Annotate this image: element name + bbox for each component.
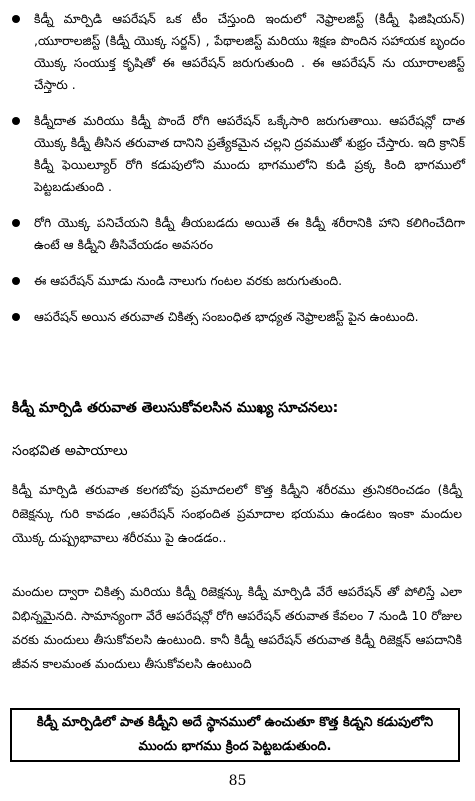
bullet-icon [12,277,20,285]
paragraph-risks: కిడ్నీ మార్పిడి తరువాత కలగబోవు ప్రమాదలలో కొత్త కిడ్నీని శరీరము త్రునికరించడం (కిడ్నీ రిజెక్షన్కు గురి కావడం ,ఆపరేషన్ సంభందిత ప్రమాదాల భయము ఉండటం ఇంకా మందుల యొక్క దుష్ప్రభావాలు శరీరము పై ఉండడం.. [12,482,462,545]
list-item [10,306,465,328]
bullet-text: కిడ్నీదాత మరియు కిడ్నీ పొందే రోగి ఆపరేషన్ ఒక్కేసారి జరుగుతాయి. ఆపరేషన్లో దాత యొక్క కిడ్నీ తీసిన తరువాత దానిని ప్రత్యేకమైన చల్లని ద్రవముతో శుభ్రం చేస్తారు. ఇది క్రానిక్ కిడ్నీ ఫెయిల్యూర్ రోగి కడుపులోని ముందు భాగములోని కుడి ప్రక్క కింది భాగములో పెట్టబడుతుంది . [34,113,465,194]
bullet-icon [12,219,20,227]
list-item [10,110,465,198]
paragraph-medication: మందుల ద్వారా చికిత్స మరియు కిడ్నీ రిజెక్షన్కు కిడ్నీ మార్పిడి వేరే ఆపరేషన్ తో పోలిస్తే ఎలా విభిన్నమైనది. సామాన్యంగా వేరే ఆపరేషన్లో రోగి ఆపరేషన్ తరువాత కేవలం 7 నుండి 10 రోజుల వరకు మందులు తీసుకోవలసి ఉంటుంది. కానీ కిడ్నీ ఆపరేషన్ తరువాత కిడ్నీ రిజెక్షన్ ఆపదానికి జీవన కాలమంత మందులు తీసుకోవలసి ఉంటుంది [12,584,462,671]
bullet-icon [12,117,20,125]
list-item [10,212,465,256]
section-subheading: సంభవిత అపాయాలు [12,443,128,459]
bullet-list [10,8,465,342]
bullet-text: ఈ ఆపరేషన్ మూడు నుండి నాలుగు గంటల వరకు జరుగుతుంది. [34,273,343,288]
section-heading: కిడ్నీ మార్పిడి తరువాత తెలుసుకోవలసిన ముఖ్య సూచనలు: [12,400,339,416]
bullet-icon [12,313,20,321]
bullet-text: రోగి యొక్క పనిచేయని కిడ్నీ తీయబడదు అయితే ఈ కిడ్నీ శరీరానికి హాని కలిగించేదిగా ఉంటే ఆ కిడ్నీని తీసివేయడం అవసరం [34,215,465,252]
list-item [10,270,465,292]
bullet-text: ఆపరేషన్ అయిన తరువాత చికిత్స సంబంధిత భాధ్యత నెఫ్రాలజిస్ట్ పైన ఉంటుంది. [34,309,419,324]
highlight-box: కిడ్నీ మార్పిడిలో పాత కిడ్నీని అదే స్థానములో ఉంచుతూ కొత్త కిడ్నని కడుపులోని ముందు భాగము క్రింద పెట్టబడుతుంది. [10,708,460,762]
list-item [10,8,465,96]
page-number: 85 [228,773,247,789]
bullet-icon [12,15,20,23]
bullet-text: కిడ్నీ మార్పిడి ఆపరేషన్ ఒక టీం చేస్తుంది ఇందులో నెఫ్రాలజిస్ట్ (కిడ్నీ ఫిజిషియన్) ,యూరాలజిస్ట్ (కిడ్నీ యొక్క సర్జన్) , పేథాలజిస్ట్ మరియు శిక్షణ పొందిన సహాయక బృందం యొక్క సంయుక్త కృషితో ఈ ఆపరేషన్ జరుగుతుంది . ఈ ఆపరేషన్ ను యూరాలజిస్ట్ చేస్తారు . [34,11,465,92]
